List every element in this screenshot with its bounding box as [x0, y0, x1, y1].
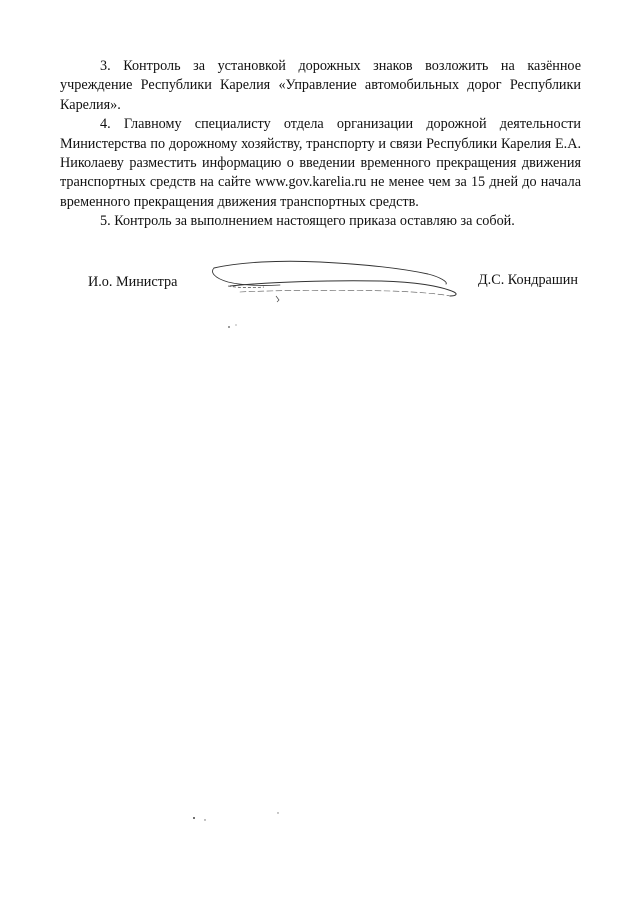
paragraph-4: 4. Главному специалисту отдела организации дорожной деятельности Министерства по дорожному хозяйству, транспорту и связи Республики Карелия Е.А. Николаеву разместить информацию о введении временного прекращения движения транспортных средств на сайте www.gov.karelia.ru не менее чем за 15 дней до начала временного прекращения движения транспортных средств.	[60, 116, 581, 210]
handwritten-signature	[200, 252, 470, 312]
paragraph-3: 3. Контроль за установкой дорожных знаков возложить на казённое учреждение Республики Карелия «Управление автомобильных дорог Республики Карелия».	[60, 58, 581, 113]
signatory-title: И.о. Министра	[88, 274, 178, 290]
document-body	[60, 57, 581, 232]
signatory-name: Д.С. Кондрашин	[478, 272, 578, 288]
paragraph-5: 5. Контроль за выполнением настоящего приказа оставляю за собой.	[100, 213, 515, 230]
